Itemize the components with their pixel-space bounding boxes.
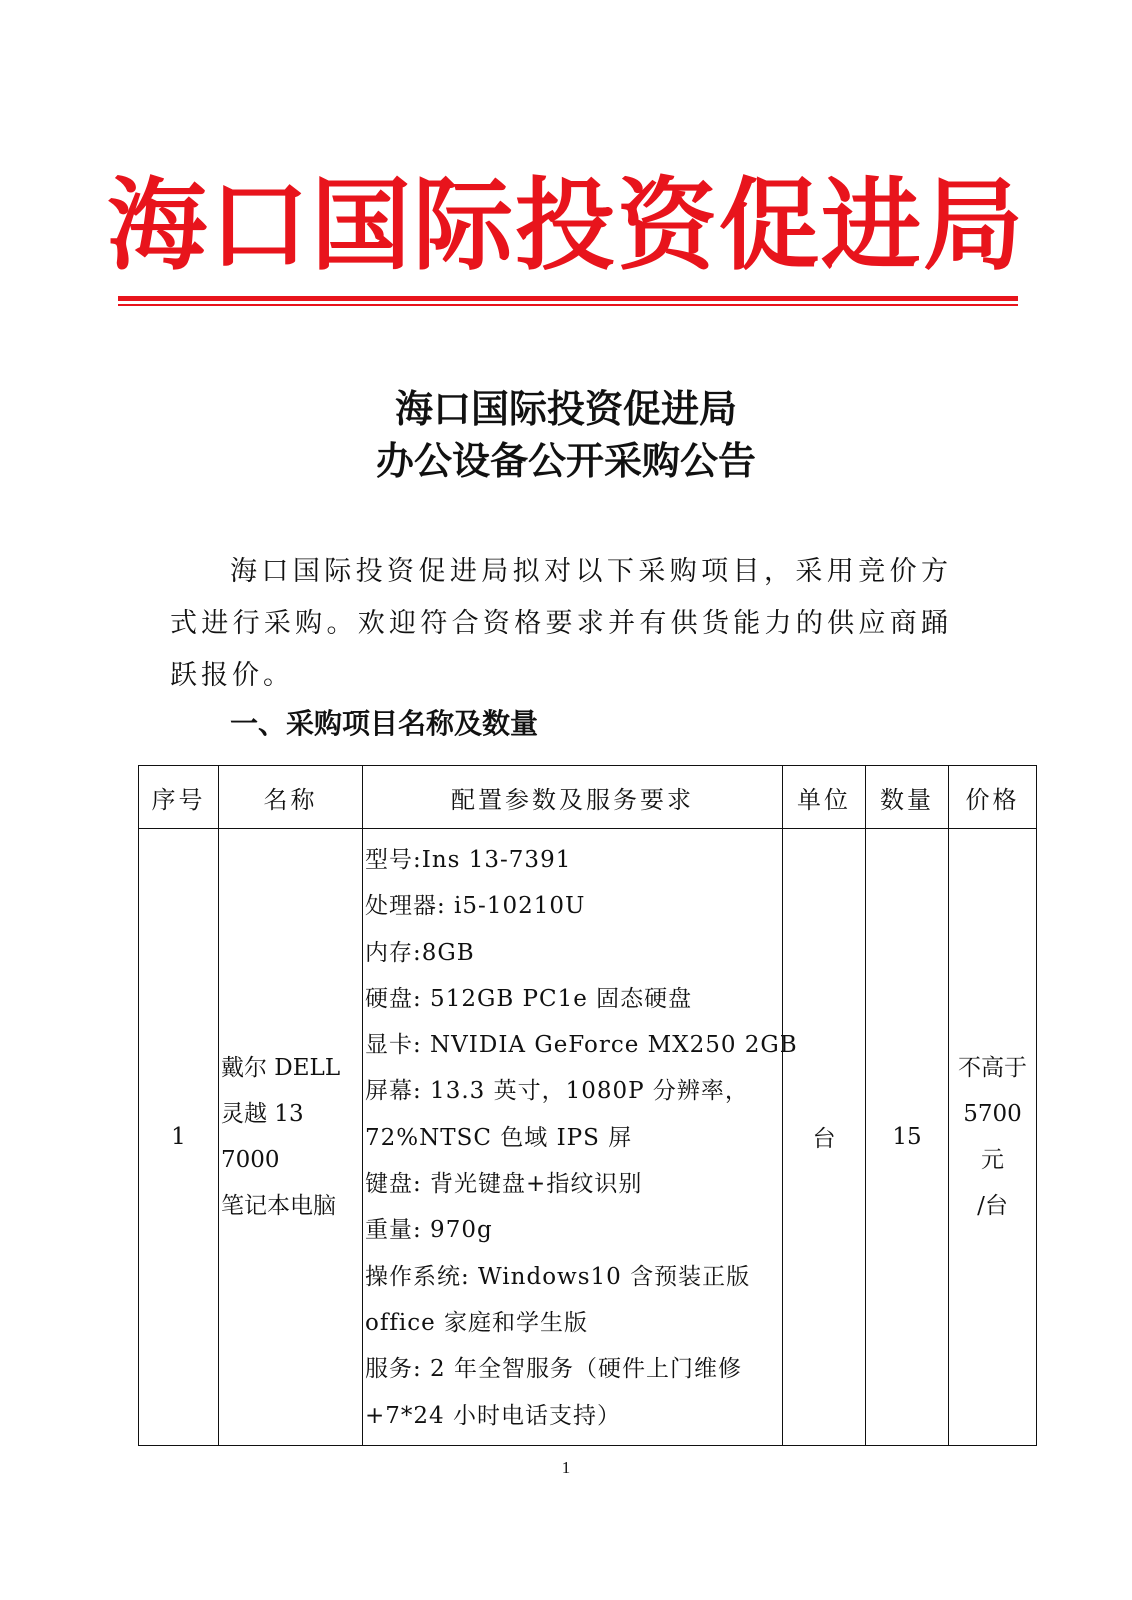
- header-seq: 序号: [139, 766, 219, 829]
- name-line: 戴尔 DELL: [221, 1054, 341, 1081]
- masthead-title: 海口国际投资促进局: [107, 166, 1025, 284]
- cell-spec: [363, 829, 798, 1446]
- spec-line: 72%NTSC 色域 IPS 屏: [365, 1124, 633, 1151]
- header-unit: 单位: [783, 766, 866, 829]
- procurement-table: [138, 765, 1037, 1446]
- page-number: 1: [561, 1458, 571, 1477]
- spec-line: 屏幕: 13.3 英寸，1080P 分辨率，: [365, 1078, 749, 1105]
- spec-line: 处理器: i5-10210U: [365, 893, 586, 920]
- header-spec: 配置参数及服务要求: [363, 766, 783, 829]
- masthead-rule-thin: [118, 304, 1018, 306]
- header-price: 价格: [949, 766, 1037, 829]
- doc-title-line-1: 海口国际投资促进局: [394, 387, 737, 431]
- spec-line: 操作系统: Windows10 含预装正版: [365, 1263, 751, 1290]
- name-line: 笔记本电脑: [221, 1192, 336, 1219]
- cell-unit: 台: [783, 829, 866, 1446]
- header-name: 名称: [219, 766, 363, 829]
- cell-price: [949, 829, 1037, 1446]
- table-header-row: [139, 766, 1037, 829]
- price-line: /台: [977, 1192, 1008, 1219]
- intro-paragraph: 海口国际投资促进局拟对以下采购项目，采用竞价方式进行采购。欢迎符合资格要求并有供货能力的供应商踊跃报价。: [170, 556, 952, 691]
- section-heading: 一、采购项目名称及数量: [230, 707, 539, 740]
- spec-line: +7*24 小时电话支持）: [365, 1402, 621, 1429]
- spec-line: 键盘: 背光键盘+指纹识别: [365, 1171, 643, 1198]
- spec-line: office 家庭和学生版: [365, 1309, 589, 1336]
- table-row: [139, 829, 1037, 1446]
- cell-qty: 15: [866, 829, 949, 1446]
- header-qty: 数量: [866, 766, 949, 829]
- spec-line: 重量: 970g: [365, 1217, 493, 1244]
- spec-line: 型号:Ins 13-7391: [365, 847, 572, 873]
- name-line: 灵越 13 7000: [221, 1100, 304, 1173]
- price-line: 不高于: [958, 1054, 1027, 1081]
- spec-line: 服务: 2 年全智服务（硬件上门维修: [365, 1356, 743, 1383]
- masthead-rule-thick: [118, 296, 1018, 301]
- spec-line: 硬盘: 512GB PC1e 固态硬盘: [365, 985, 693, 1012]
- doc-title-line-2: 办公设备公开采购公告: [375, 439, 756, 483]
- cell-name: [219, 829, 363, 1446]
- cell-seq: 1: [139, 829, 219, 1446]
- spec-line: 显卡: NVIDIA GeForce MX250 2GB: [365, 1032, 798, 1059]
- spec-line: 内存:8GB: [365, 939, 475, 966]
- price-line: 5700 元: [963, 1100, 1022, 1173]
